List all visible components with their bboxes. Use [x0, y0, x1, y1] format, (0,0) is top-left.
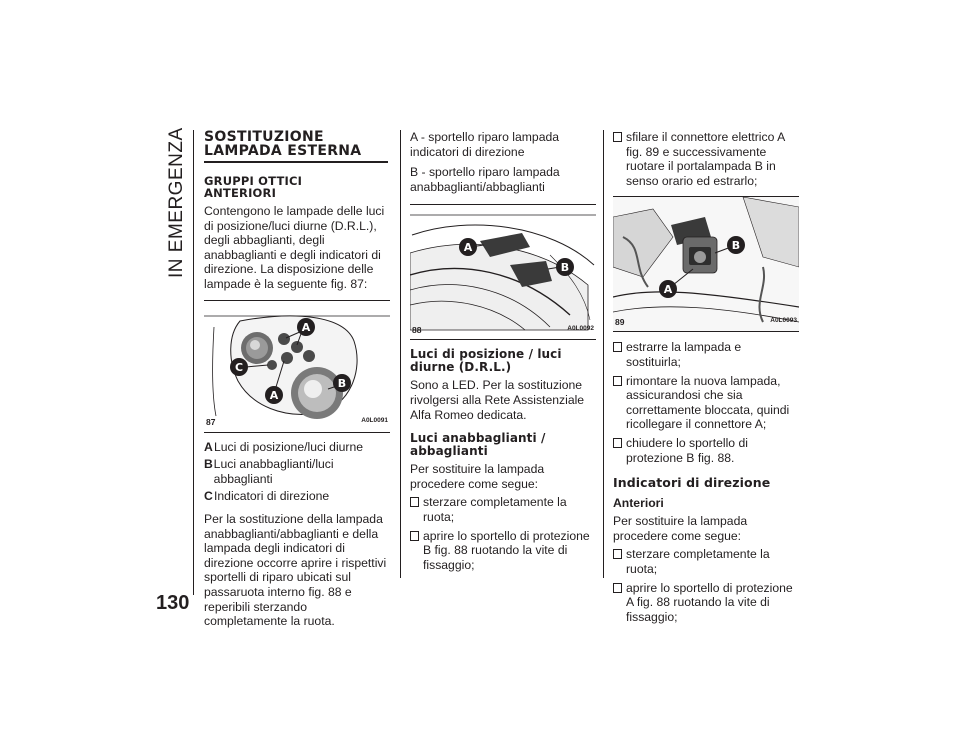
section-title: SOSTITUZIONE LAMPADA ESTERNA — [204, 129, 362, 159]
checkbox-icon — [410, 531, 419, 541]
figure-label-b: B — [337, 376, 347, 390]
legend-item: A Luci di posizione/luci diurne — [204, 439, 364, 454]
list-item: chiudere lo sportello di protezione B fig. 88. — [613, 436, 799, 465]
checkbox-icon — [613, 549, 622, 559]
column-divider-1 — [400, 130, 401, 578]
door-b-description: B - sportello riparo lampada anabbaglianti/abbaglianti — [410, 165, 560, 194]
section-heading-turn-signals: Indicatori di direzione — [613, 475, 771, 491]
section-heading-position-lights: Luci di posizione / luci diurne (D.R.L.) — [410, 347, 562, 374]
checkbox-icon — [613, 376, 622, 386]
bulb-holder-illustration — [613, 197, 799, 332]
side-tab-label: IN EMERGENZA — [166, 127, 187, 278]
figure-label-a-lower: A — [269, 388, 279, 402]
checkbox-icon — [410, 497, 419, 507]
headlight-illustration — [204, 301, 390, 433]
subheading-front: Anteriori — [613, 495, 664, 510]
wheel-arch-illustration — [410, 205, 596, 340]
legend-item: C Indicatori di direzione — [204, 489, 330, 504]
title-rule — [204, 161, 388, 163]
figure-code: A0L0092 — [567, 324, 594, 332]
door-a-description: A - sportello riparo lampada indicatori di direzione — [410, 130, 560, 159]
section-heading-low-high-beam: Luci anabbaglianti / abbaglianti — [410, 431, 546, 458]
list-item: estrarre la lampada e sostituirla; — [613, 340, 799, 369]
intro-paragraph: Contengono le lampade delle luci di posizione/luci diurne (D.R.L.), degli abbaglianti, degli anabbaglianti e degli indicatori di direzione. La disposizione delle lampade è la seguente fig. 87: — [204, 204, 385, 291]
turn-signals-intro: Per sostituire la lampada procedere come segue: — [613, 514, 748, 543]
column-2 — [410, 130, 596, 572]
column-divider-2 — [603, 130, 604, 578]
body-paragraph: Per la sostituzione della lampada anabbaglianti/abbaglianti e della lampada degli indicatori di direzione occorre aprire i rispettivi sportelli di riparo ubicati sul passaruota interno fig. 88 e reperibili sterzando completamente la ruota. — [204, 511, 387, 629]
column-1 — [204, 130, 390, 629]
legend — [204, 440, 390, 504]
checkbox-icon — [613, 342, 622, 352]
figure-87 — [204, 300, 390, 433]
figure-number: 87 — [206, 416, 216, 427]
figure-label-a: A — [463, 241, 473, 255]
figure-code: A0L0091 — [361, 416, 388, 424]
checkbox-icon — [613, 132, 622, 142]
list-item: sterzare completamente la ruota; — [410, 495, 596, 524]
list-item: sfilare il connettore elettrico A fig. 89 e successivamente ruotare il portalampada B in senso orario ed estrarlo; — [613, 130, 799, 188]
list-item: aprire lo sportello di protezione A fig. 88 ruotando la vite di fissaggio; — [613, 581, 799, 625]
column-3 — [613, 130, 799, 624]
figure-number: 89 — [615, 316, 625, 327]
figure-code: A0L0093 — [770, 316, 797, 324]
low-high-beam-intro: Per sostituire la lampada procedere come segue: — [410, 462, 545, 491]
figure-label-c: C — [234, 360, 244, 374]
figure-89 — [613, 196, 799, 332]
legend-item: B Luci anabbaglianti/luci abbaglianti — [204, 457, 334, 486]
figure-label-a: A — [301, 320, 311, 334]
figure-88 — [410, 204, 596, 340]
checkbox-icon — [613, 438, 622, 448]
side-divider — [193, 130, 194, 595]
figure-label-b: B — [560, 261, 570, 275]
checkbox-icon — [613, 583, 622, 593]
position-lights-paragraph: Sono a LED. Per la sostituzione rivolgersi alla Rete Assistenziale Alfa Romeo dedicata. — [410, 378, 585, 422]
figure-label-b: B — [731, 239, 741, 253]
list-item: rimontare la nuova lampada, assicurandosi che sia correttamente bloccata, quindi ricollegare il connettore A; — [613, 374, 799, 432]
subsection-title: GRUPPI OTTICI ANTERIORI — [204, 174, 303, 200]
figure-label-a: A — [663, 283, 673, 297]
figure-number: 88 — [412, 324, 422, 335]
list-item: aprire lo sportello di protezione B fig. 88 ruotando la vite di fissaggio; — [410, 529, 596, 573]
list-item: sterzare completamente la ruota; — [613, 547, 799, 576]
page-number: 130 — [156, 592, 190, 614]
side-tab — [164, 128, 190, 278]
